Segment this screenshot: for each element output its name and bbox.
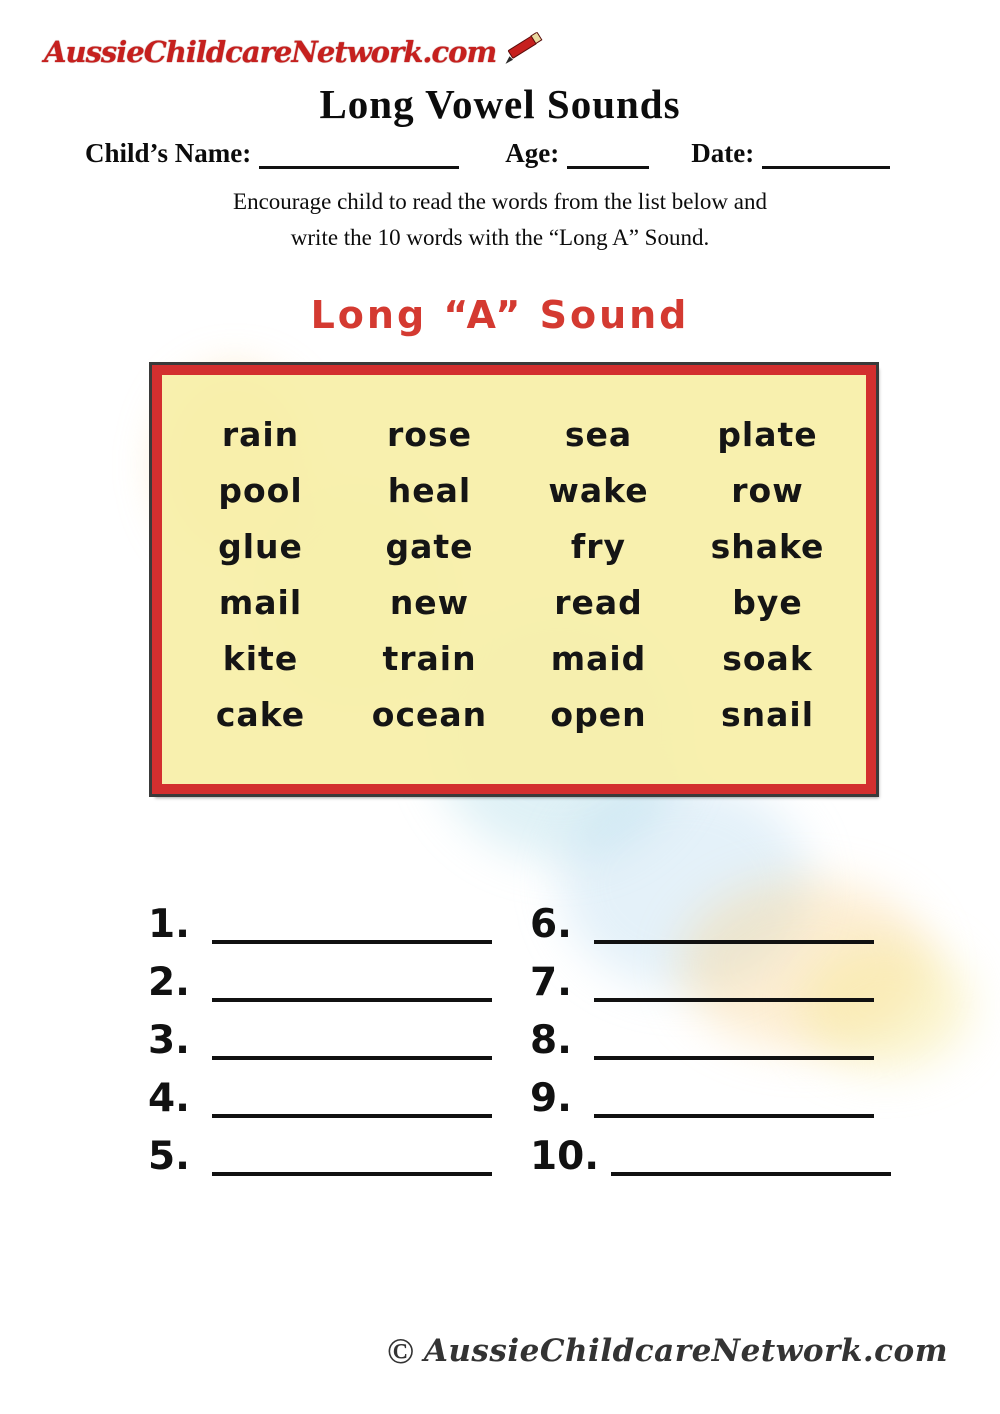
instructions-line-1: Encourage child to read the words from the list below and	[233, 189, 767, 214]
section-heading: Long “A” Sound	[310, 293, 690, 337]
answer-row	[148, 1076, 530, 1121]
child-name-label: Child’s Name:	[85, 138, 252, 168]
word: wake	[548, 471, 649, 510]
word: kite	[222, 639, 299, 678]
word: gate	[385, 527, 474, 566]
copyright-symbol: ©	[386, 1331, 414, 1371]
word-box	[152, 365, 876, 794]
word: plate	[717, 415, 818, 454]
answer-number: 8.	[530, 1018, 572, 1063]
answer-row	[148, 1134, 530, 1179]
word: ocean	[371, 695, 488, 734]
answer-line-7[interactable]	[594, 972, 874, 1002]
answer-number: 3.	[148, 1018, 190, 1063]
date-label: Date:	[691, 138, 755, 168]
word: read	[554, 583, 643, 622]
age-label: Age:	[505, 138, 560, 168]
word: glue	[218, 527, 303, 566]
footer-site-name: AussieChildcareNetwork.com	[423, 1333, 948, 1369]
answer-number: 6.	[530, 902, 572, 947]
word: rose	[387, 415, 472, 454]
word: sea	[564, 415, 633, 454]
answer-line-6[interactable]	[594, 914, 874, 944]
child-name-line[interactable]	[259, 139, 459, 169]
word: new	[389, 583, 470, 622]
answer-number: 1.	[148, 902, 190, 947]
answer-line-1[interactable]	[212, 914, 492, 944]
word: rain	[221, 415, 300, 454]
word: fry	[570, 527, 627, 566]
answer-column-left	[148, 903, 530, 1193]
site-logo	[44, 34, 548, 69]
answer-column-right	[530, 903, 891, 1193]
answer-row	[530, 902, 891, 947]
answer-line-5[interactable]	[212, 1146, 492, 1176]
answer-row	[530, 1018, 891, 1063]
instructions-line-2: write the 10 words with the “Long A” Sound.	[290, 224, 710, 250]
age-line[interactable]	[567, 139, 649, 169]
word: row	[731, 471, 804, 510]
answer-row	[148, 1018, 530, 1063]
date-line[interactable]	[762, 139, 890, 169]
word: soak	[722, 639, 813, 678]
answer-row	[530, 1134, 891, 1179]
instructions	[0, 184, 1000, 255]
pencil-icon	[500, 31, 550, 72]
header-fields	[85, 138, 905, 169]
word: maid	[550, 639, 647, 678]
answer-number: 4.	[148, 1076, 190, 1121]
answer-row	[530, 1076, 891, 1121]
answer-number: 9.	[530, 1076, 572, 1121]
answer-line-2[interactable]	[212, 972, 492, 1002]
word: shake	[710, 527, 825, 566]
word: train	[382, 639, 477, 678]
answer-line-4[interactable]	[212, 1088, 492, 1118]
answer-line-10[interactable]	[611, 1146, 891, 1176]
answer-number: 5.	[148, 1134, 190, 1179]
site-logo-text: AussieChildcareNetwork.com	[44, 34, 497, 69]
answer-line-9[interactable]	[594, 1088, 874, 1118]
word: bye	[732, 583, 803, 622]
answer-line-8[interactable]	[594, 1030, 874, 1060]
word: heal	[387, 471, 472, 510]
answer-row	[148, 960, 530, 1005]
answer-number: 2.	[148, 960, 190, 1005]
answer-line-3[interactable]	[212, 1030, 492, 1060]
word: open	[550, 695, 647, 734]
answer-row	[148, 902, 530, 947]
answer-number: 7.	[530, 960, 572, 1005]
answer-number: 10.	[530, 1134, 600, 1179]
word: cake	[215, 695, 306, 734]
footer-copyright	[387, 1330, 948, 1372]
word: mail	[218, 583, 303, 622]
word-grid	[162, 375, 866, 754]
word: pool	[218, 471, 303, 510]
word: snail	[720, 695, 815, 734]
answer-section	[148, 903, 888, 1193]
page-title: Long Vowel Sounds	[319, 81, 681, 127]
answer-row	[530, 960, 891, 1005]
